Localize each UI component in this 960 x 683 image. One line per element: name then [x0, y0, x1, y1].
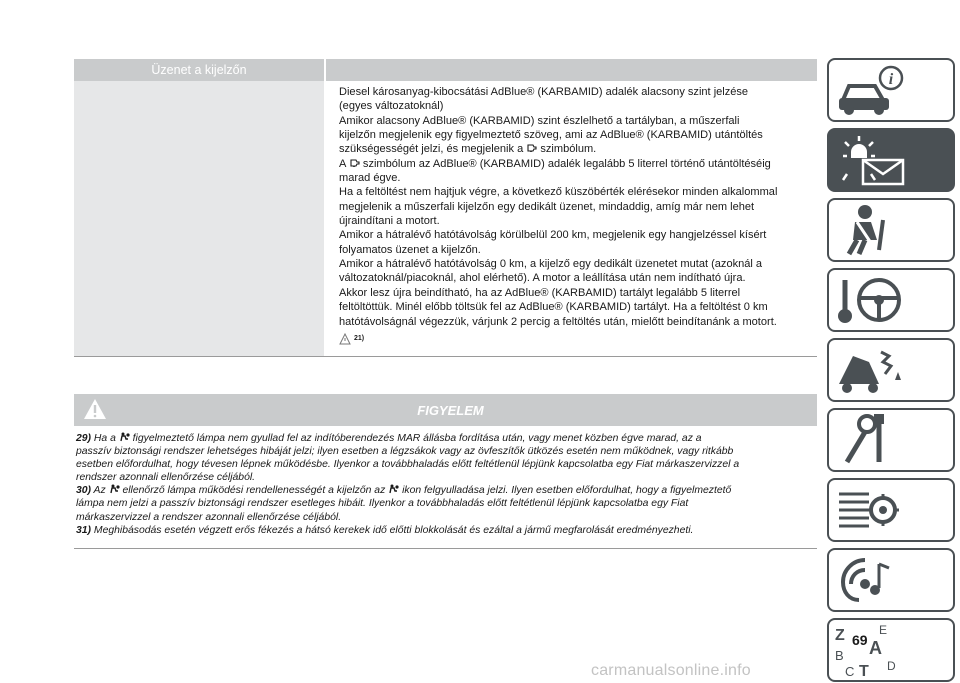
- reference-number: 21): [354, 334, 365, 342]
- desc-line: marad égve.: [339, 172, 401, 185]
- warning-triangle-icon: [83, 398, 107, 420]
- desc-line: megjelenik a műszerfali kijelzőn egy dedikált üzenet, mindaddig, amíg már nem lehet: [339, 200, 755, 213]
- airbag-warning-icon: [109, 484, 120, 494]
- desc-line: folyamatos üzenet a kijelzőn.: [339, 243, 481, 256]
- note-number: 31): [76, 524, 92, 536]
- adblue-warning-icon: [526, 143, 537, 153]
- tab-starting-driving[interactable]: [827, 268, 955, 332]
- desc-line: feltöltöttük. Minél előbb töltsük fel az AdBlue® (KARBAMID) tartályt. Ha a feltöltést 0 km: [339, 301, 768, 314]
- data-list-icon: [829, 480, 953, 540]
- table-header-message: Üzenet a kijelzőn: [74, 59, 324, 81]
- warning-line: 29) Ha a figyelmeztető lámpa nem gyullad fel az indítóberendezés MAR állásba fordítása után, vagy menet közben égve marad, az a: [76, 433, 702, 444]
- description-cell: [324, 81, 817, 356]
- index-letter: D: [887, 659, 896, 673]
- seat-belt-person-icon: [829, 200, 953, 260]
- tab-emergency[interactable]: [827, 338, 955, 402]
- tab-warning-lights[interactable]: [827, 128, 955, 192]
- car-crash-icon: [829, 340, 953, 400]
- table-header-row: [74, 59, 817, 81]
- desc-line: Akkor lesz újra beindítható, ha az AdBlue® (KARBAMID) tartályt legalább 5 literrel: [339, 286, 741, 299]
- index-letter: C: [845, 664, 855, 679]
- warning-line: esetben előfordulhat, hogy tévesen lépnek működésbe. Ilyenkor a továbbhaladás előtt feltétlenül lépjünk kapcsolatba egy Fiat márkaszervizzel a: [76, 459, 740, 471]
- warning-line: 31) Meghibásodás esetén végzett erős fékezés a hátsó kerekek idő előtti blokkolását és ezáltal a jármű megfarolását eredményezheti.: [76, 524, 694, 536]
- chapter-tabs: [827, 58, 955, 683]
- key-steering-wheel-icon: [829, 270, 953, 330]
- desc-line: szükségességét jelzi, és megjelenik a szimbólum.: [339, 143, 597, 156]
- watermark: carmanualsonline.info: [591, 662, 751, 679]
- warning-title: FIGYELEM: [417, 402, 484, 418]
- index-letter: B: [835, 648, 844, 663]
- warning-header: [74, 394, 817, 426]
- index-letter: Z: [835, 627, 845, 644]
- car-info-icon: [829, 60, 953, 120]
- svg-text:i: i: [888, 71, 894, 88]
- warning-line: 30) Az ellenőrző lámpa működési rendellenességét a kijelzőn az ikon felgyulladása jelzi. Ilyen esetben előfordulhat, hogy a figyelmeztető: [76, 485, 732, 497]
- warning-text: [76, 432, 818, 537]
- page-number: 69: [852, 632, 868, 648]
- adblue-warning-icon: [349, 158, 360, 168]
- tab-technical-data[interactable]: [827, 478, 955, 542]
- display-image-cell: [74, 81, 324, 356]
- desc-line: Diesel károsanyag-kibocsátási AdBlue® (KARBAMID) adalék alacsony szint jelzése: [339, 86, 749, 98]
- tab-multimedia[interactable]: [827, 548, 955, 612]
- index-letter: T: [859, 663, 869, 680]
- airbag-fault-icon: [388, 484, 399, 494]
- desc-line: (egyes változatoknál): [339, 100, 444, 113]
- tab-safety[interactable]: [827, 198, 955, 262]
- warning-line: rendszer azonnali ellenőrzése céljából.: [76, 472, 256, 484]
- tab-knowing-car[interactable]: [827, 58, 955, 122]
- warning-reference[interactable]: [339, 332, 813, 346]
- desc-line: Ha a feltöltést nem hajtjuk végre, a következő küszöbérték elérésekor minden alkalommal: [339, 186, 778, 199]
- wrench-tools-icon: [829, 410, 953, 470]
- index-letter: E: [879, 623, 888, 637]
- desc-line: újraindítani a motort.: [339, 215, 440, 228]
- desc-line: hatótávolságnál végezzük, várjunk 2 percig a feltöltés után, mielőtt beindítanánk a motort.: [339, 315, 777, 328]
- table-row: [74, 81, 817, 357]
- warning-light-message-icon: [829, 130, 953, 190]
- multimedia-note-icon: [829, 550, 953, 610]
- divider: [74, 548, 817, 549]
- desc-line: Amikor a hátralévő hatótávolság 0 km, a kijelző egy dedikált üzenetet mutat (azoknál a: [339, 258, 763, 271]
- note-number: 29): [76, 433, 92, 444]
- message-table: [74, 59, 817, 357]
- warning-triangle-icon: [339, 333, 351, 345]
- tab-index[interactable]: [827, 618, 955, 682]
- desc-line: Amikor a hátralévő hatótávolság körülbelül 200 km, megjelenik egy hangjelzéssel kísért: [339, 229, 767, 242]
- warning-line: lámpa nem jelzi a passzív biztonsági rendszer esetleges hibáit. Ilyenkor a továbbhaladás előtt feltétlenül lépjünk kapcsolatba egy Fiat: [76, 498, 689, 510]
- table-header-blank: [326, 59, 817, 81]
- desc-line: változatoknál/piacoknál, ahol elérhető). A motor a leállítása után nem indítható újra.: [339, 272, 746, 285]
- desc-line: A szimbólum az AdBlue® (KARBAMID) adalék legalább 5 literrel történő utántöltéséig: [339, 157, 771, 170]
- warning-line: passzív biztonsági rendszer lehetséges hibáját jelzi; ilyen esetben a légzsákok vagy az övfeszítők ütközés esetén nem működnek, vagy ritkább: [76, 446, 734, 458]
- airbag-warning-icon: [119, 432, 130, 442]
- tab-maintenance[interactable]: [827, 408, 955, 472]
- warning-line: márkaszervizzel a rendszer azonnali ellenőrzése céljából.: [76, 511, 342, 523]
- desc-line: Amikor alacsony AdBlue® (KARBAMID) szint észlelhető a tartályban, a műszerfali: [339, 114, 740, 127]
- index-letter: A: [869, 638, 882, 658]
- desc-line: kijelzőn megjelenik egy figyelmeztető szöveg, ami az AdBlue® (KARBAMID) utántöltés: [339, 129, 763, 142]
- index-letters-icon: [829, 620, 953, 680]
- note-number: 30): [76, 485, 92, 497]
